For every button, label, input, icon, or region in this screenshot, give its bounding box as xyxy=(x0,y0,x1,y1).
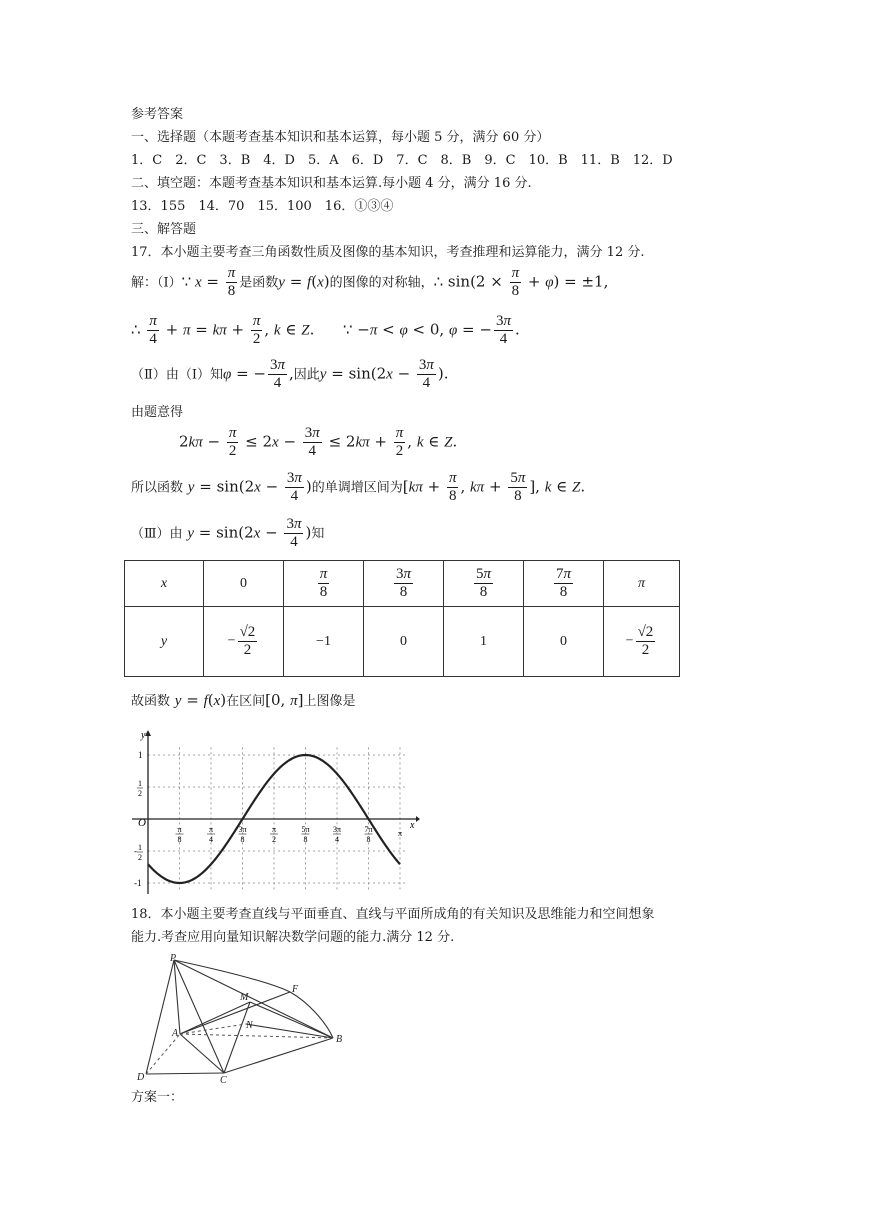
edge-PD xyxy=(146,960,174,1074)
svg-text:π: π xyxy=(208,825,214,834)
svg-text:7π: 7π xyxy=(364,825,373,834)
q18-scheme-label: 方案一： xyxy=(131,1090,184,1105)
cell-y-0: − $\frac{√2}{2}$ xyxy=(204,607,284,677)
x-tick-label xyxy=(176,825,184,844)
edge-AF xyxy=(180,992,290,1034)
q18-geometry-figure xyxy=(128,952,350,1084)
y-tick-label xyxy=(138,750,143,760)
svg-text:2: 2 xyxy=(138,853,142,862)
section-solve-heading: 三、解答题 xyxy=(131,222,197,237)
label-M: M xyxy=(240,992,249,1003)
x-tick-label xyxy=(207,825,215,844)
svg-text:2: 2 xyxy=(272,835,276,844)
q17-intro: 17．本小题主要考查三角函数性质及图像的基本知识，考查推理和运算能力，满分 12 分. xyxy=(131,245,645,260)
svg-text:1: 1 xyxy=(138,750,143,760)
svg-text:1: 1 xyxy=(138,843,142,852)
label-B: B xyxy=(336,1034,343,1045)
row-label-x: x xyxy=(125,561,204,607)
q17-part1-line1: 解：（Ⅰ）∵ x = $\frac{\pi}{8}$ 是函数y = f(x)的图像的对称轴，∴ sin(2 × $\frac{\pi}{8}$ + φ) = ±1, xyxy=(131,265,609,299)
x-tick-label xyxy=(398,829,402,838)
svg-text:-: - xyxy=(134,846,137,856)
edge-CB xyxy=(224,1038,333,1073)
svg-text:π: π xyxy=(177,825,182,834)
label-D: D xyxy=(137,1072,145,1083)
svg-text:8: 8 xyxy=(177,835,182,844)
q17-increasing-interval: 所以函数 y = sin(2x − $\frac{3\pi}{4}$ )的单调增区间为[kπ + $\frac{\pi}{8}$ , kπ + $\frac{5\pi}{8}$ ], k ∈ Z. xyxy=(131,470,586,504)
edge-MB xyxy=(250,1002,333,1038)
svg-text:π: π xyxy=(397,829,403,838)
q17-by-problem: 由题意得 xyxy=(131,405,184,420)
label-C: C xyxy=(220,1075,227,1084)
label-F: F xyxy=(292,984,299,995)
cell-x-pi: π xyxy=(604,561,680,607)
cell-x-7pi8: $\frac{7\pi}{8}$ xyxy=(524,561,604,607)
y-tick-label xyxy=(134,843,143,862)
svg-text:3π: 3π xyxy=(332,825,342,834)
q17-part1-line2: ∴ $\frac{\pi}{4}$ + π = kπ + $\frac{\pi}{2}$ , k ∈ Z. ∵ −π < φ < 0, φ = − $\frac{3\pi}{4}$ . xyxy=(131,313,520,347)
row-label-y: y xyxy=(125,607,204,677)
q17-inequality: 2kπ − $\frac{\pi}{2}$ ≤ 2x − $\frac{3\pi}{4}$ ≤ 2kπ + $\frac{\pi}{2}$ , k ∈ Z. xyxy=(179,425,458,459)
svg-text:4: 4 xyxy=(335,835,339,844)
svg-text:1: 1 xyxy=(138,779,142,788)
svg-text:-1: -1 xyxy=(134,878,142,888)
svg-text:3π: 3π xyxy=(238,825,247,834)
svg-text:8: 8 xyxy=(240,835,245,844)
x-tick-label xyxy=(333,825,341,844)
q17-part3-line: （Ⅲ）由 y = sin(2x − $\frac{3\pi}{4}$ )知 xyxy=(131,516,325,550)
q18-intro-2: 能力.考查应用向量知识解决数学问题的能力.满分 12 分. xyxy=(131,930,455,945)
edge-DC xyxy=(146,1073,224,1074)
q17-part2-line1: （Ⅱ）由（Ⅰ）知φ = − $\frac{3\pi}{4}$ ,因此y = sin(2x − $\frac{3\pi}{4}$ ). xyxy=(131,357,449,391)
section-choice-heading: 一、选择题（本题考查基本知识和基本运算，每小题 5 分，满分 60 分） xyxy=(131,130,550,145)
x-tick-label xyxy=(301,825,309,844)
x-tick-label xyxy=(270,825,278,844)
q17-graph-intro: 故函数 y = f(x)在区间[0, π]上图像是 xyxy=(131,691,356,709)
q18-intro-1: 18．本小题主要考查直线与平面垂直、直线与平面所成角的有关知识及思维能力和空间想象 xyxy=(131,907,655,922)
cell-y-3: 1 xyxy=(444,607,524,677)
cell-y-2: 0 xyxy=(364,607,444,677)
x-tick-label xyxy=(364,825,372,844)
cell-y-5: − $\frac{√2}{2}$ xyxy=(604,607,680,677)
cell-x-5pi8: $\frac{5\pi}{8}$ xyxy=(444,561,524,607)
svg-text:4: 4 xyxy=(209,835,213,844)
section-fill-heading: 二、填空题：本题考查基本知识和基本运算.每小题 4 分，满分 16 分. xyxy=(131,176,532,191)
fill-answers: 13．155 14．70 15．100 16．①③④ xyxy=(131,199,394,214)
x-tick-label xyxy=(238,825,246,844)
edge-AC xyxy=(180,1034,224,1073)
label-N: N xyxy=(246,1020,253,1031)
svg-text:8: 8 xyxy=(366,835,371,844)
svg-text:2: 2 xyxy=(138,789,142,798)
label-A: A xyxy=(172,1028,179,1039)
x-axis-label: x xyxy=(410,820,415,831)
table-row-y xyxy=(125,607,680,677)
svg-text:π: π xyxy=(271,825,277,834)
value-table xyxy=(124,560,680,677)
table-row-x xyxy=(125,561,680,607)
y-tick-label xyxy=(134,878,142,888)
cell-x-3pi8: $\frac{3\pi}{8}$ xyxy=(364,561,444,607)
y-axis-label: y xyxy=(141,730,146,741)
cell-y-4: 0 xyxy=(524,607,604,677)
svg-text:8: 8 xyxy=(303,835,308,844)
cell-y-1: −1 xyxy=(284,607,364,677)
origin-label: O xyxy=(138,817,146,829)
cell-x-0: 0 xyxy=(204,561,284,607)
svg-text:5π: 5π xyxy=(301,825,310,834)
edge-PC xyxy=(174,960,224,1073)
sine-graph xyxy=(128,728,420,900)
choice-answers: 1．C 2．C 3．B 4．D 5．A 6．D 7．C 8．B 9．C 10．B 11．B 12．D xyxy=(131,153,673,168)
y-tick-label xyxy=(137,779,143,798)
answer-title: 参考答案 xyxy=(131,107,184,122)
cell-x-pi8: $\frac{\pi}{8}$ xyxy=(284,561,364,607)
label-P: P xyxy=(170,953,177,964)
